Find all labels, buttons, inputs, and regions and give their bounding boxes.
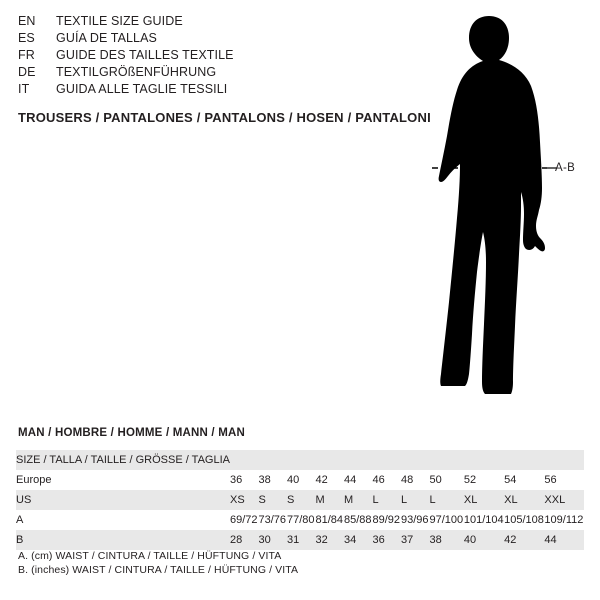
language-code-de: DE [18,65,36,79]
table-cell: L [429,494,436,506]
table-cell: M [315,494,325,506]
language-row-fr [18,48,358,65]
table-cell: 36 [229,474,243,486]
table-cell: 38 [429,534,442,546]
table-row-header [16,450,584,470]
language-text-en: TEXTILE SIZE GUIDE [56,14,183,28]
table-cell: 31 [286,534,300,546]
table-cell: 101/104 [463,514,504,526]
table-cell: 105/108 [504,514,544,526]
language-text-de: TEXTILGRÖßENFÜHRUNG [56,65,217,79]
table-cell: 69/72 [229,514,258,526]
table-title: MAN / HOMBRE / HOMME / MANN / MAN [18,427,246,439]
table-cell: 37 [400,534,414,546]
language-code-es: ES [18,31,35,45]
table-cell: M [343,494,354,506]
table-row-label: US [16,494,32,506]
table-cell: 44 [544,534,557,546]
table-cell [464,450,504,470]
table-cell: 28 [229,534,243,546]
footnote-a: A. (cm) WAIST / CINTURA / TAILLE / HÜFTUNG / VITA [18,550,282,562]
table-row-us [16,490,584,510]
table-cell: 89/92 [372,514,401,526]
measure-label-ab: A-B [555,162,576,174]
table-cell: 97/100 [429,514,464,526]
man-silhouette-figure [395,10,595,410]
table-cell: 38 [258,474,271,486]
silhouette-icon [395,10,595,410]
table-cell: 81/84 [315,514,344,526]
table-cell [544,450,584,470]
table-cell: 56 [544,474,557,486]
table-cell: 34 [343,534,357,546]
table-cell [372,450,401,470]
table-cell: 42 [504,534,517,546]
table-cell: XS [229,494,245,506]
table-cell [287,450,316,470]
table-cell [258,450,287,470]
table-row-label: Europe [16,474,52,486]
table-cell: XL [504,494,518,506]
size-table [16,450,584,550]
language-text-fr: GUIDE DES TAILLES TEXTILE [56,48,234,62]
table-cell: 40 [463,534,477,546]
table-cell: L [400,494,408,506]
table-cell: L [372,494,379,506]
table-row-b [16,530,584,550]
table-cell: 32 [315,534,328,546]
table-cell: XL [463,494,478,506]
table-cell: 85/88 [343,514,372,526]
language-row-en [18,14,358,31]
language-row-it [18,82,358,99]
table-cell [429,450,463,470]
garment-subtitle: TROUSERS / PANTALONES / PANTALONS / HOSEN / PANTALONI [18,110,431,125]
table-cell: 48 [400,474,414,486]
language-list [18,14,358,99]
table-cell: 36 [372,534,385,546]
table-cell: 54 [504,474,517,486]
table-cell: 93/96 [400,514,429,526]
table-cell: 46 [372,474,385,486]
language-code-en: EN [18,14,36,28]
table-cell [344,450,373,470]
language-row-es [18,31,358,48]
table-cell: XXL [544,494,566,506]
table-cell: 30 [258,534,271,546]
table-row-label: SIZE / TALLA / TAILLE / GRÖSSE / TAGLIA [16,454,230,466]
table-row-label: B [16,534,24,546]
table-cell [504,450,544,470]
table-cell: 109/112 [544,514,584,526]
table-cell [315,450,344,470]
table-cell: 73/76 [258,514,287,526]
table-row-a [16,510,584,530]
table-cell: 40 [286,474,300,486]
language-code-it: IT [18,82,30,96]
table-cell: S [286,494,295,506]
language-code-fr: FR [18,48,35,62]
table-row-label: A [16,514,24,526]
footnotes [18,549,298,577]
table-cell: S [258,494,266,506]
language-text-es: GUÍA DE TALLAS [56,31,157,45]
language-text-it: GUIDA ALLE TAGLIE TESSILI [56,82,228,96]
table-cell: 52 [463,474,477,486]
table-cell [230,450,259,470]
table-cell: 77/80 [286,514,315,526]
table-cell [401,450,430,470]
table-cell: 50 [429,474,442,486]
language-row-de [18,65,358,82]
table-cell: 42 [315,474,328,486]
table-cell: 44 [343,474,357,486]
table-row-europe [16,470,584,490]
footnote-b: B. (inches) WAIST / CINTURA / TAILLE / HÜFTUNG / VITA [18,564,299,576]
